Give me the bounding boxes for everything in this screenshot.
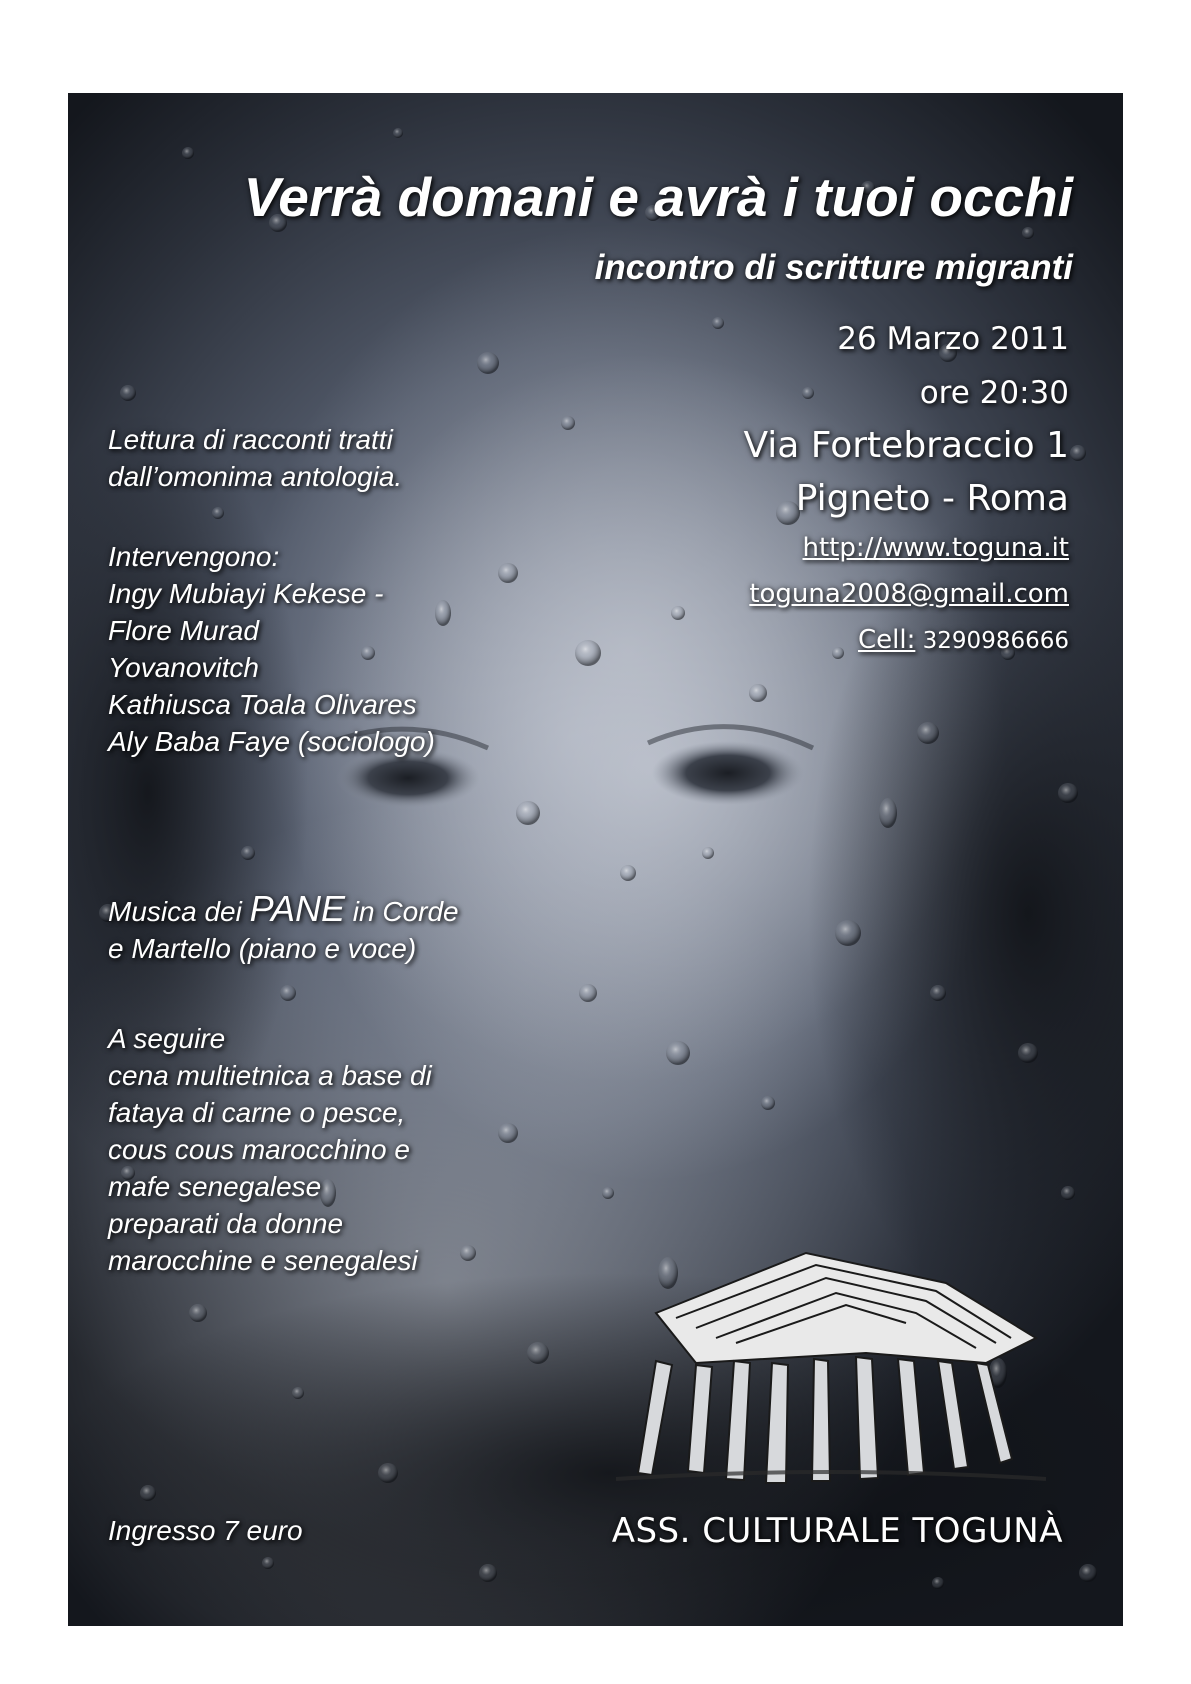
event-details [743,321,1069,655]
dinner-line: preparati da donne [108,1208,344,1239]
email-link[interactable]: toguna2008@gmail.com [749,579,1069,609]
speaker-name: Kathiusca Toala Olivares [108,689,417,720]
music-line-2: e Martello (piano e voce) [108,933,417,964]
event-time: ore 20:30 [919,375,1069,411]
ticket-price: Ingresso 7 euro [108,1515,303,1546]
speakers-list [108,538,435,760]
speaker-name: Aly Baba Faye (sociologo) [108,726,435,757]
speaker-name: Flore Murad [108,615,259,646]
association-name: ASS. CULTURALE TOGUNÀ [611,1511,1063,1551]
dinner-line: marocchine e senegalesi [108,1245,418,1276]
event-street: Via Fortebraccio 1 [743,425,1069,466]
band-name: PANE [249,888,345,929]
dinner-line: cena multietnica a base di [108,1060,432,1091]
reading-line: dall’omonima antologia. [108,461,403,492]
phone-line [743,625,1069,655]
poster-title: Verrà domani e avrà i tuoi occhi [243,166,1073,228]
event-area: Pigneto - Roma [795,478,1069,519]
phone-label: Cell: [857,625,916,655]
event-date: 26 Marzo 2011 [837,321,1069,357]
music-description [108,890,459,967]
website-link[interactable]: http://www.toguna.it [802,533,1069,563]
speaker-name: Ingy Mubiayi Kekese - [108,578,384,609]
dinner-line: fataya di carne o pesce, [108,1097,406,1128]
music-prefix: Musica dei [108,896,250,927]
poster [68,93,1123,1626]
dinner-description [108,1020,432,1279]
dinner-line: mafe senegalese [108,1171,322,1202]
dinner-line: cous cous marocchino e [108,1134,410,1165]
poster-subtitle: incontro di scritture migranti [594,248,1073,287]
music-line-1 [108,890,459,930]
reading-description [108,421,402,495]
dinner-line: A seguire [108,1023,226,1054]
speaker-name: Yovanovitch [108,652,259,683]
phone-number: 3290986666 [922,628,1069,654]
music-suffix: in Corde [345,896,459,927]
reading-line: Lettura di racconti tratti [108,424,393,455]
speakers-heading: Intervengono: [108,541,280,572]
toguna-hut-drawing-icon [616,1243,1046,1488]
